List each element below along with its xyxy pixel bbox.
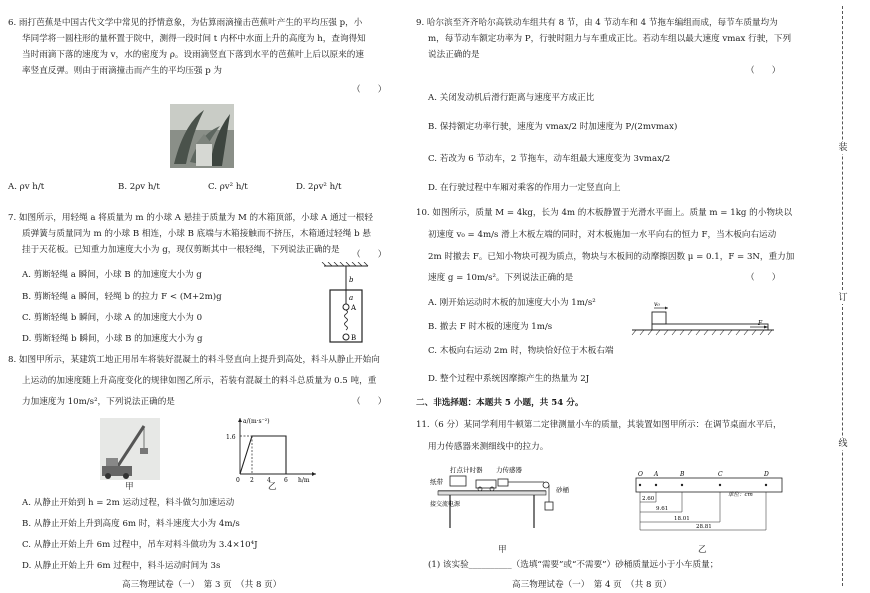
q8-option-b: B. 从静止开始上升到高度 6m 时，料斗速度大小为 4m/s (22, 519, 240, 529)
q10-line-1: 10. 如图所示，质量 M = 4kg，长为 4m 的木板静置于光滑水平面上。质量 m = 1kg 的小物块以 (416, 208, 793, 218)
q11-fig-yi-label: 乙 (698, 545, 707, 555)
q10-option-d: D. 整个过程中系统因摩擦产生的热量为 2J (428, 374, 590, 384)
label-sand-bucket: 砂桶 (556, 486, 569, 494)
svg-text:v₀: v₀ (654, 301, 660, 308)
label-b: b (349, 276, 354, 284)
q10-line-4: 速度 g = 10m/s²。下列说法正确的是 (428, 273, 574, 283)
dist-oc: 18.01 (674, 516, 690, 522)
q7-line-1: 7. 如图所示，用轻绳 a 将质量为 m 的小球 A 悬挂于质量为 M 的木箱顶部，小球 A 通过一根轻 (8, 213, 373, 223)
q8-fig-jia-label: 甲 (125, 482, 134, 492)
tape-unit: 单位：cm (728, 492, 753, 498)
q7-option-d: D. 剪断轻绳 b 瞬间，小球 B 的加速度大小为 g (22, 334, 203, 344)
q7-option-b: B. 剪断轻绳 a 瞬间，轻绳 b 的拉力 F < (M+2m)g (22, 292, 222, 302)
svg-text:a/(m·s⁻²): a/(m·s⁻²) (243, 418, 270, 425)
page-3-footer: 高三物理试卷（一） 第 3 页 （共 8 页） (122, 580, 282, 590)
point-a: A (654, 471, 659, 478)
q8-line-1: 8. 如图甲所示，某建筑工地正用吊车将装好混凝土的料斗竖直向上提升到高处，料斗从静止开始向 (8, 355, 380, 365)
point-b: B (680, 471, 685, 478)
q10-board-diagram (628, 296, 778, 340)
q9-option-d: D. 在行驶过程中车厢对乘客的作用力一定竖直向上 (428, 183, 621, 193)
svg-text:4: 4 (267, 477, 271, 484)
q9-option-a: A. 关闭发动机后滑行距离与速度平方成正比 (428, 93, 595, 103)
q10-option-b: B. 撤去 F 时木板的速度为 1m/s (428, 322, 553, 332)
q7-line-2: 质弹簧与质量同为 m 的小球 B 相连，小球 B 底端与木箱接触而不挤压，木箱通过轻绳 b 悬 (22, 229, 371, 239)
q7-line-3: 挂于天花板。已知重力加速度大小为 g，现仅剪断其中一根轻绳，下列说法正确的是 (22, 245, 340, 255)
q6-option-c: C. ρv² h/t (208, 182, 248, 192)
q6-option-d: D. 2ρv² h/t (296, 182, 342, 192)
svg-text:2: 2 (250, 477, 254, 484)
svg-text:6: 6 (284, 477, 288, 484)
q9-option-b: B. 保持额定功率行驶，速度为 vmax/2 时加速度为 P/(2mvmax) (428, 122, 678, 132)
q7-option-a: A. 剪断轻绳 a 瞬间，小球 B 的加速度大小为 g (22, 270, 202, 280)
q8-line-2: 上运动的加速度随上升高度变化的规律如图乙所示，若装有混凝土的料斗总质量为 0.5 吨，重 (22, 376, 377, 386)
q11-line-1: 11.（6 分）某同学利用牛顿第二定律测量小车的质量，其装置如图甲所示：在调节桌面水平后， (416, 420, 782, 430)
q11-sub-1: (1) 该实验__________（选填“需要”或“不需要”）砂桶质量远小于小车质量； (428, 560, 719, 570)
point-d: D (764, 471, 769, 478)
crane-photo (100, 418, 160, 480)
q11-tape-diagram (632, 470, 792, 536)
binding-mark-xian: 线 (834, 438, 852, 450)
q9-option-c: C. 若改为 6 节动车，2 节拖车，动车组最大速度变为 3vmax/2 (428, 154, 671, 164)
q10-option-a: A. 刚开始运动时木板的加速度大小为 1m/s² (428, 298, 596, 308)
banana-leaf-photo (170, 104, 234, 168)
q9-line-1: 9. 哈尔滨至齐齐哈尔高铁动车组共有 8 节，由 4 节动车和 4 节拖车编组而成，每节车质量均为 (416, 18, 778, 28)
dist-oa: 2.60 (642, 496, 655, 502)
q8-option-a: A. 从静止开始到 h = 2m 运动过程，料斗做匀加速运动 (22, 498, 235, 508)
svg-text:F: F (758, 320, 763, 327)
svg-text:h/m: h/m (298, 477, 310, 484)
label-a: a (349, 294, 354, 302)
q8-fig-yi-label: 乙 (268, 482, 277, 492)
q11-line-2: 用力传感器来测细线中的拉力。 (428, 442, 549, 452)
page-4 (410, 0, 810, 593)
label-ball-a: A (351, 304, 357, 312)
q6-option-a: A. ρv h/t (8, 182, 45, 192)
q10-answer-bracket: （ ） (746, 273, 781, 283)
section-2-heading: 二、非选择题：本题共 5 小题，共 54 分。 (416, 398, 584, 408)
q9-line-3: 说法正确的是 (428, 50, 480, 60)
dist-ob: 9.61 (656, 506, 669, 512)
binding-mark-ding: 订 (834, 292, 852, 304)
label-ac-power: 接交流电源 (430, 501, 461, 508)
q10-line-3: 2m 时撤去 F。已知小物块可视为质点，物块与木板间的动摩擦因数 μ = 0.1，F = 3N，重力加 (428, 252, 795, 262)
label-ball-b: B (351, 334, 357, 342)
binding-mark-zhuang: 装 (834, 142, 852, 154)
label-paper-tape: 纸带 (430, 478, 443, 486)
dist-od: 28.81 (696, 524, 712, 530)
q7-answer-bracket: （ ） (352, 250, 387, 260)
hanging-box-diagram (316, 262, 376, 344)
page-4-footer: 高三物理试卷（一） 第 4 页 （共 8 页） (512, 580, 672, 590)
binding-margin (818, 0, 870, 593)
q7-option-c: C. 剪断轻绳 b 瞬间，小球 A 的加速度大小为 0 (22, 313, 203, 323)
q6-line-3: 当时雨滴下落的速度为 v，水的密度为 ρ。设雨滴竖直下落到水平的芭蕉叶上后以原来的速 (22, 50, 364, 60)
q8-option-c: C. 从静止开始上升 6m 过程中，吊车对料斗做功为 3.4×10⁴J (22, 540, 258, 550)
q8-acceleration-graph (222, 414, 322, 486)
svg-text:0: 0 (236, 477, 240, 484)
q6-option-b: B. 2ρv h/t (118, 182, 160, 192)
point-o: O (638, 471, 643, 478)
q8-line-3: 力加速度为 10m/s²，下列说法正确的是 (22, 397, 175, 407)
q11-fig-jia-label: 甲 (498, 545, 507, 555)
label-timer: 打点计时器 (450, 466, 483, 474)
q8-option-d: D. 从静止开始上升 6m 过程中，料斗运动时间为 3s (22, 561, 221, 571)
point-c: C (718, 471, 723, 478)
svg-text:1.6: 1.6 (226, 434, 236, 441)
q9-line-2: m，每节动车额定功率为 P，行驶时阻力与车重成正比。若动车组以最大速度 vmax 行驶，下列 (428, 34, 792, 44)
q10-option-c: C. 木板向右运动 2m 时，物块恰好位于木板右端 (428, 346, 614, 356)
q6-line-1: 6. 雨打芭蕉是中国古代文学中常见的抒情意象，为估算雨滴撞击芭蕉叶产生的平均压强 p，小 (8, 18, 363, 28)
q10-line-2: 初速度 v₀ = 4m/s 滑上木板左端的同时，对木板施加一水平向右的恒力 F，当木板向右运动 (428, 230, 777, 240)
q9-answer-bracket: （ ） (746, 66, 781, 76)
q6-answer-bracket: （ ） (352, 85, 387, 95)
q6-line-4: 率竖直反弹。则由于雨滴撞击而产生的平均压强 p 为 (22, 66, 223, 76)
label-force-sensor: 力传感器 (496, 466, 522, 474)
q11-apparatus-diagram (428, 462, 578, 542)
q6-line-2: 华同学将一圆柱形的量杯置于院中，测得一段时间 t 内杯中水面上升的高度为 h，查询得知 (22, 34, 366, 44)
page-3 (0, 0, 405, 593)
q8-answer-bracket: （ ） (352, 397, 387, 407)
